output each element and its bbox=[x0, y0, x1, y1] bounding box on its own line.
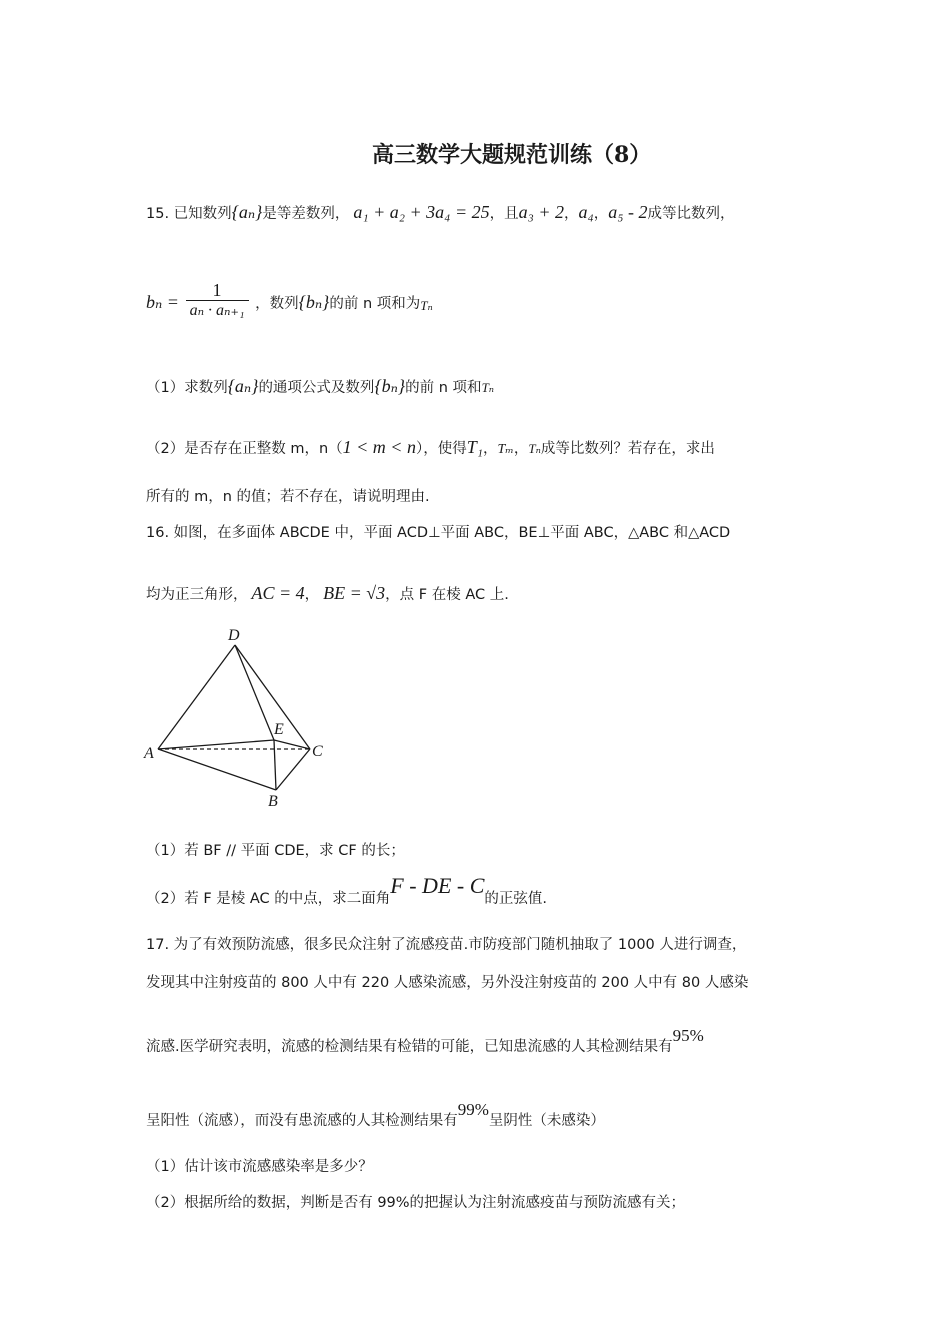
edge-AB bbox=[158, 749, 276, 790]
edge-BC bbox=[276, 749, 310, 790]
q15-part2-cont: 所有的 m，n 的值；若不存在，请说明理由. bbox=[146, 489, 430, 505]
percent-95: 95% bbox=[672, 1026, 704, 1045]
q16-line2: 均为正三角形， AC = 4， BE = √3，点 F 在棱 AC 上. bbox=[146, 583, 509, 603]
label-A: A bbox=[144, 745, 154, 762]
edge-DC bbox=[235, 645, 310, 749]
edge-EB bbox=[274, 740, 276, 790]
label-D: D bbox=[228, 627, 240, 644]
edge-DE bbox=[235, 645, 274, 740]
fraction-denominator: aₙ · aₙ₊₁ bbox=[189, 302, 245, 319]
polyhedron-figure bbox=[140, 622, 340, 812]
q16-line1: 16. 如图，在多面体 ABCDE 中，平面 ACD⊥平面 ABC，BE⊥平面 ABC，△ABC 和△ACD bbox=[146, 525, 731, 541]
q17-line3: 流感.医学研究表明，流感的检测结果有检错的可能，已知患流感的人其检测结果有95% bbox=[146, 1026, 704, 1055]
q16-part1: （1）若 BF // 平面 CDE，求 CF 的长； bbox=[146, 843, 405, 859]
q17-part2: （2）根据所给的数据，判断是否有 99%的把握认为注射流感疫苗与预防流感有关； bbox=[146, 1195, 686, 1211]
q16-part2: （2）若 F 是棱 AC 的中点，求二面角F - DE - C的正弦值. bbox=[146, 873, 547, 907]
q15-line1: 15. 已知数列{aₙ}是等差数列， a₁ + a₂ + 3a₄ = 25，且a₃ + 2，a₄，a₅ - 2成等比数列， bbox=[146, 202, 735, 222]
label-C: C bbox=[312, 743, 323, 760]
label-E: E bbox=[274, 721, 284, 738]
fraction-numerator: 1 bbox=[186, 280, 249, 301]
q15-line2: bₙ = $\frac{1}{\text{aₙ · aₙ₊₁}}$ ，数列{bₙ}的前 n 项和为Tₙ bbox=[146, 280, 433, 319]
edge-AD bbox=[158, 645, 235, 749]
q17-line1: 17. 为了有效预防流感，很多民众注射了流感疫苗.市防疫部门随机抽取了 1000 人进行调查， bbox=[146, 937, 747, 953]
edge-AE bbox=[158, 740, 274, 749]
q15-part1: （1）求数列{aₙ}的通项公式及数列{bₙ}的前 n 项和Tₙ bbox=[146, 376, 495, 396]
q15-equation: a₁ + a₂ + 3a₄ = 25 bbox=[353, 202, 490, 222]
q17-part1: （1）估计该市流感感染率是多少？ bbox=[146, 1159, 373, 1175]
q15-part2: （2）是否存在正整数 m，n（1 < m < n），使得T₁，Tₘ，Tₙ成等比数列？若存在，求出 bbox=[146, 437, 715, 457]
fraction bbox=[186, 280, 249, 321]
page-title: 高三数学大题规范训练（8） bbox=[372, 142, 652, 168]
dihedral-angle: F - DE - C bbox=[390, 873, 485, 898]
seq-a-symbol: {aₙ} bbox=[231, 202, 263, 222]
seq-b-symbol: {bₙ} bbox=[298, 292, 330, 312]
q17-line4: 呈阳性（流感），而没有患流感的人其检测结果有99%呈阴性（未感染） bbox=[146, 1100, 605, 1129]
percent-99: 99% bbox=[457, 1100, 489, 1119]
label-B: B bbox=[268, 793, 278, 810]
q17-line2: 发现其中注射疫苗的 800 人中有 220 人感染流感，另外没注射疫苗的 200 人中有 80 人感染 bbox=[146, 975, 749, 991]
